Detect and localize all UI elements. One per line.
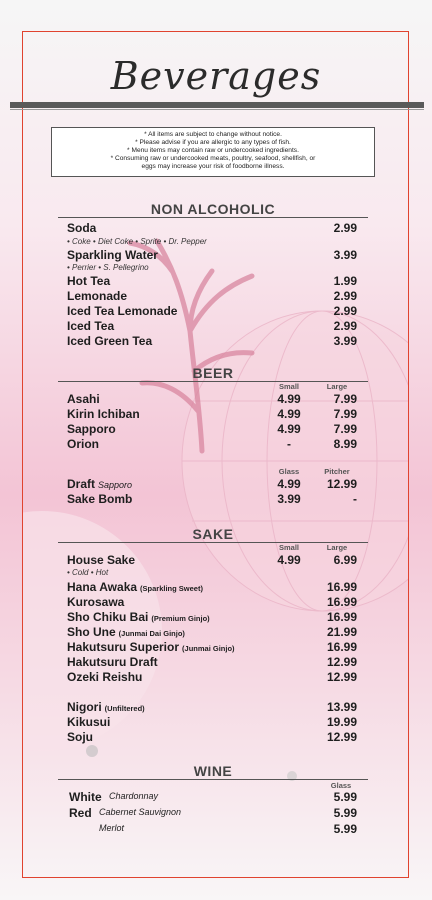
col-header-large: Large — [326, 382, 348, 391]
item-price: 5.99 — [333, 822, 357, 836]
item-price: 3.99 — [333, 248, 357, 262]
col-header-large: Large — [326, 543, 348, 552]
item-price-large: 7.99 — [333, 422, 357, 436]
title-underline-thin — [10, 109, 424, 110]
notice-line: * Menu items may contain raw or undercooked ingredients. — [127, 147, 299, 154]
item-name: Ozeki Reishu — [67, 670, 143, 684]
item-name — [67, 700, 145, 714]
item-price-pitcher: 12.99 — [326, 477, 357, 491]
page-title: Beverages — [110, 54, 322, 98]
menu-item-iced-tea — [67, 319, 357, 334]
item-price-pitcher: - — [353, 492, 357, 506]
item-price-large: 8.99 — [333, 437, 357, 451]
item-name: Iced Tea — [67, 319, 115, 333]
item-label: Sho Chiku Bai — [67, 610, 149, 624]
item-name: Hakutsuru Draft — [67, 655, 158, 669]
menu-item-sake-bomb — [67, 492, 357, 507]
notice-line: eggs may increase your risk of foodborne illness. — [141, 163, 285, 170]
item-note: (Junmai Ginjo) — [182, 644, 235, 653]
item-note: (Sparkling Sweet) — [140, 584, 203, 593]
item-name: Soda — [67, 221, 97, 235]
wine-variety: Cabernet Sauvignon — [99, 807, 182, 817]
soda-options: • Coke • Diet Coke • Sprite • Dr. Pepper — [67, 237, 207, 246]
wine-heading: WINE — [193, 763, 233, 779]
item-price: 16.99 — [326, 640, 357, 654]
item-price: 1.99 — [333, 274, 357, 288]
item-name — [67, 640, 235, 654]
item-price: 3.99 — [333, 334, 357, 348]
menu-item-soju — [67, 730, 357, 745]
col-header-small: Small — [278, 543, 299, 552]
menu-item-iced-green-tea — [67, 334, 357, 349]
sake-heading: SAKE — [192, 526, 234, 542]
menu-item-hakutsuru-superior — [67, 640, 357, 655]
item-price: 5.99 — [333, 790, 357, 804]
item-name: Lemonade — [67, 289, 128, 303]
item-price-large: 7.99 — [333, 392, 357, 406]
wine-variety: Merlot — [99, 823, 125, 833]
menu-item-sho-chiku-bai — [67, 610, 357, 625]
wine-variety: Chardonnay — [109, 791, 159, 801]
item-name: Sapporo — [67, 422, 116, 436]
item-price-small: 4.99 — [277, 553, 301, 567]
item-name: Sparkling Water — [67, 248, 158, 262]
notice-line: * Consuming raw or undercooked meats, poultry, seafood, shellfish, or — [110, 155, 316, 162]
item-price: 12.99 — [326, 670, 357, 684]
menu-item-asahi — [67, 392, 357, 407]
item-label: Hana Awaka — [67, 580, 138, 594]
item-price-glass: 3.99 — [277, 492, 301, 506]
col-header-glass: Glass — [330, 781, 352, 790]
menu-item-kurosawa — [67, 595, 357, 610]
section-divider — [58, 217, 368, 218]
menu-item-soda — [67, 221, 357, 236]
col-header-glass: Glass — [278, 467, 300, 476]
item-name: Sake Bomb — [67, 492, 133, 506]
item-price: 12.99 — [326, 655, 357, 669]
menu-item-kirin-ichiban — [67, 407, 357, 422]
menu-item-house-sake — [67, 553, 357, 568]
menu-item-iced-tea-lemonade — [67, 304, 357, 319]
wine-kind: Red — [69, 806, 92, 820]
item-price: 12.99 — [326, 730, 357, 744]
item-name: Asahi — [67, 392, 100, 406]
col-header-pitcher: Pitcher — [324, 467, 350, 476]
water-options: • Perrier • S. Pellegrino — [67, 263, 149, 272]
item-note: (Junmai Dai Ginjo) — [118, 629, 185, 638]
draft-note: Sapporo — [98, 480, 133, 490]
item-name: Orion — [67, 437, 99, 451]
menu-item-hana-awaka — [67, 580, 357, 595]
menu-item-red-wine — [69, 806, 357, 821]
item-price: 21.99 — [326, 625, 357, 639]
item-price: 19.99 — [326, 715, 357, 729]
menu-item-sho-une — [67, 625, 357, 640]
item-price: 2.99 — [333, 221, 357, 235]
non-alcoholic-heading: NON ALCOHOLIC — [150, 201, 276, 217]
item-price: 2.99 — [333, 319, 357, 333]
item-price-large: 7.99 — [333, 407, 357, 421]
item-name: Kirin Ichiban — [67, 407, 140, 421]
item-price: 13.99 — [326, 700, 357, 714]
beer-heading: BEER — [192, 365, 234, 381]
menu-item-ozeki-reishu — [67, 670, 357, 685]
item-note: (Premium Ginjo) — [151, 614, 210, 623]
item-price: 2.99 — [333, 304, 357, 318]
allergy-notice — [51, 127, 375, 177]
menu-item-orion — [67, 437, 357, 452]
menu-item-nigori — [67, 700, 357, 715]
wine-kind: White — [69, 790, 102, 804]
col-header-small: Small — [278, 382, 299, 391]
menu-item-hot-tea — [67, 274, 357, 289]
item-price: 5.99 — [333, 806, 357, 820]
item-price-small: 4.99 — [277, 392, 301, 406]
item-note: (Unfiltered) — [104, 704, 145, 713]
item-price-small: 4.99 — [277, 407, 301, 421]
item-name — [67, 625, 185, 639]
item-name — [67, 580, 203, 594]
item-label: Nigori — [67, 700, 102, 714]
menu-item-draft — [67, 477, 357, 492]
item-name — [67, 477, 132, 491]
item-price-small: 4.99 — [277, 422, 301, 436]
item-name: Hot Tea — [67, 274, 111, 288]
item-price-large: 6.99 — [333, 553, 357, 567]
menu-item-hakutsuru-draft — [67, 655, 357, 670]
menu-item-merlot — [69, 822, 357, 837]
menu-item-kikusui — [67, 715, 357, 730]
item-price: 16.99 — [326, 610, 357, 624]
item-label: Sho Une — [67, 625, 116, 639]
title-underline — [10, 102, 424, 108]
item-name — [67, 610, 210, 624]
item-name: Iced Green Tea — [67, 334, 153, 348]
item-price-glass: 4.99 — [277, 477, 301, 491]
menu-item-lemonade — [67, 289, 357, 304]
item-price: 16.99 — [326, 580, 357, 594]
item-price: 2.99 — [333, 289, 357, 303]
notice-line: * Please advise if you are allergic to any types of fish. — [135, 139, 291, 146]
item-name: Soju — [67, 730, 93, 744]
menu-item-sapporo — [67, 422, 357, 437]
item-label: Hakutsuru Superior — [67, 640, 180, 654]
item-price-small: - — [287, 437, 291, 451]
item-name: Iced Tea Lemonade — [67, 304, 178, 318]
menu-item-sparkling-water — [67, 248, 357, 263]
item-price: 16.99 — [326, 595, 357, 609]
draft-label: Draft — [67, 477, 96, 491]
notice-line: * All items are subject to change without notice. — [144, 131, 282, 138]
house-sake-options: • Cold • Hot — [67, 568, 109, 577]
item-name: Kurosawa — [67, 595, 125, 609]
item-name: House Sake — [67, 553, 136, 567]
item-name: Kikusui — [67, 715, 111, 729]
menu-item-white-wine — [69, 790, 357, 805]
section-divider — [58, 779, 368, 780]
